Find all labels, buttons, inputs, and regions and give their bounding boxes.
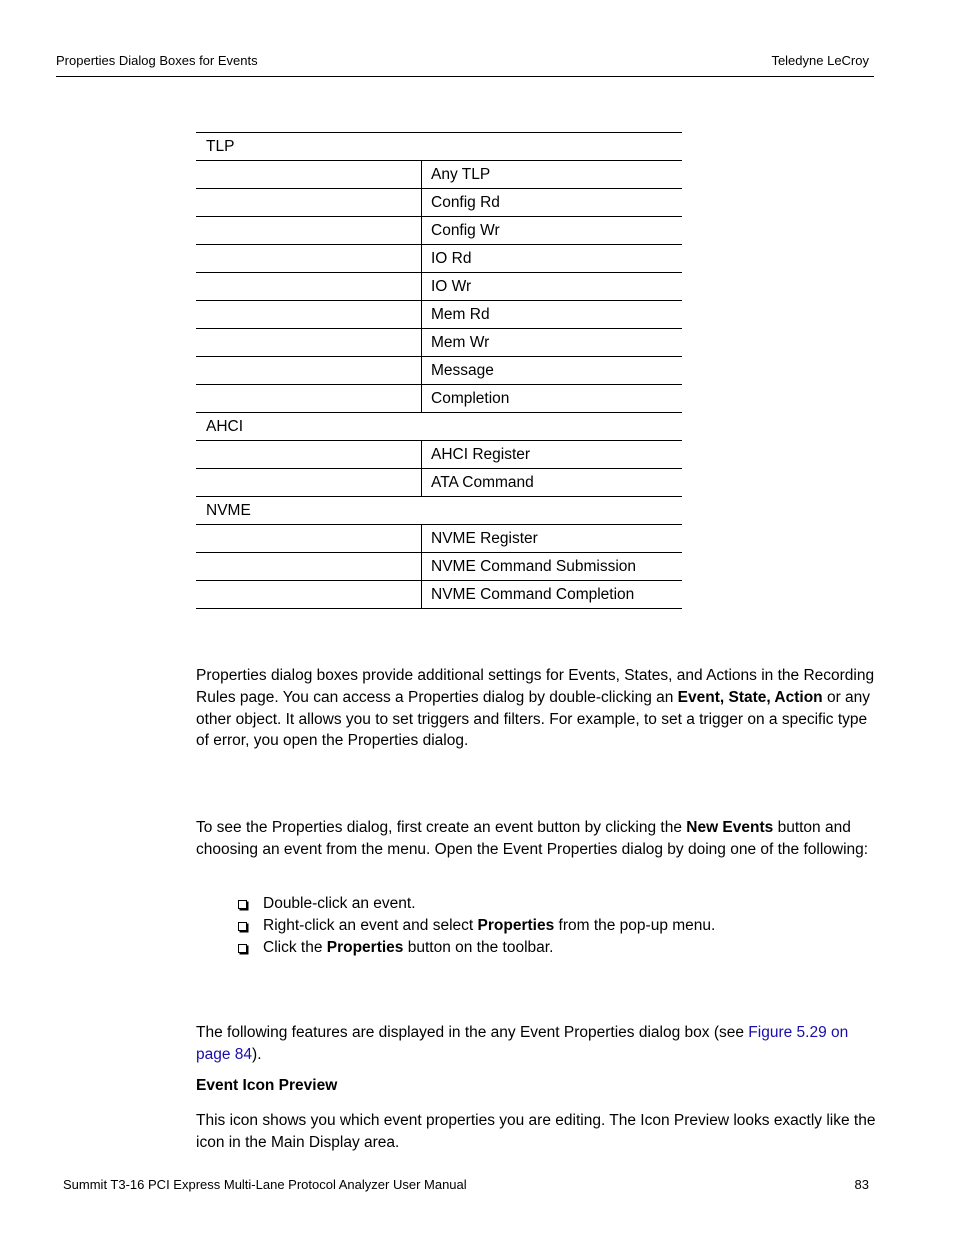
table-cell: Mem Wr bbox=[422, 329, 683, 357]
table-row bbox=[196, 441, 682, 469]
table-group-label: TLP bbox=[196, 133, 682, 161]
table-row bbox=[196, 161, 682, 189]
open-dialog-paragraph: To see the Properties dialog, first create an event button by clicking the New Events button and choosing an event from the menu. Open the Event Properties dialog by doing one of the following: bbox=[196, 819, 869, 858]
table-row bbox=[196, 357, 682, 385]
header-section-title: Properties Dialog Boxes for Events bbox=[56, 53, 258, 68]
table-row bbox=[196, 301, 682, 329]
page-header bbox=[56, 52, 874, 77]
section-subheading: Event Icon Preview bbox=[196, 1077, 338, 1094]
table-group-label: AHCI bbox=[196, 413, 682, 441]
table-cell: AHCI Register bbox=[422, 441, 683, 469]
figure-link[interactable]: Figure 5.29 on page 84 bbox=[196, 1024, 849, 1063]
table-cell: IO Wr bbox=[422, 273, 683, 301]
table-row bbox=[196, 385, 682, 413]
list-item: Double-click an event. bbox=[237, 893, 715, 915]
table-cell: Completion bbox=[422, 385, 683, 413]
table-cell: Config Rd bbox=[422, 189, 683, 217]
list-item: Click the Properties button on the toolbar. bbox=[237, 937, 715, 959]
footer-manual-title: Summit T3-16 PCI Express Multi-Lane Protocol Analyzer User Manual bbox=[63, 1177, 467, 1192]
table-cell: Mem Rd bbox=[422, 301, 683, 329]
table-row bbox=[196, 553, 682, 581]
checkbox-bullet-icon bbox=[238, 922, 247, 931]
table-row bbox=[196, 245, 682, 273]
header-company: Teledyne LeCroy bbox=[771, 53, 869, 68]
table-group-row bbox=[196, 413, 682, 441]
table-group-row bbox=[196, 133, 682, 161]
table-cell: Config Wr bbox=[422, 217, 683, 245]
page-number: 83 bbox=[854, 1177, 869, 1192]
open-methods-list bbox=[237, 893, 715, 959]
table-cell: Message bbox=[422, 357, 683, 385]
table-cell: IO Rd bbox=[422, 245, 683, 273]
table-cell: NVME Register bbox=[422, 525, 683, 553]
table-cell: Any TLP bbox=[422, 161, 683, 189]
table-row bbox=[196, 329, 682, 357]
checkbox-bullet-icon bbox=[238, 944, 247, 953]
intro-paragraph: Properties dialog boxes provide additional settings for Events, States, and Actions in the Recording Rules page. You can access a Properties dialog by double-clicking an Event, State, Action or any other object. It allows you to set triggers and filters. For example, to set a trigger on a specific type of error, you open the Properties dialog. bbox=[196, 667, 875, 750]
table-row bbox=[196, 189, 682, 217]
table-row bbox=[196, 469, 682, 497]
table-cell: NVME Command Submission bbox=[422, 553, 683, 581]
table-row bbox=[196, 581, 682, 609]
checkbox-bullet-icon bbox=[238, 900, 247, 909]
preview-paragraph: This icon shows you which event properties you are editing. The Icon Preview looks exactly like the icon in the Main Display area. bbox=[196, 1112, 876, 1151]
list-item: Right-click an event and select Properties from the pop-up menu. bbox=[237, 915, 715, 937]
table-row bbox=[196, 525, 682, 553]
table-group-label: NVME bbox=[196, 497, 682, 525]
table-row bbox=[196, 273, 682, 301]
event-type-table bbox=[196, 132, 682, 609]
table-cell: NVME Command Completion bbox=[422, 581, 683, 609]
table-row bbox=[196, 217, 682, 245]
features-paragraph: The following features are displayed in the any Event Properties dialog box (see Figure 5.29 on page 84). bbox=[196, 1024, 849, 1063]
table-cell: ATA Command bbox=[422, 469, 683, 497]
table-group-row bbox=[196, 497, 682, 525]
